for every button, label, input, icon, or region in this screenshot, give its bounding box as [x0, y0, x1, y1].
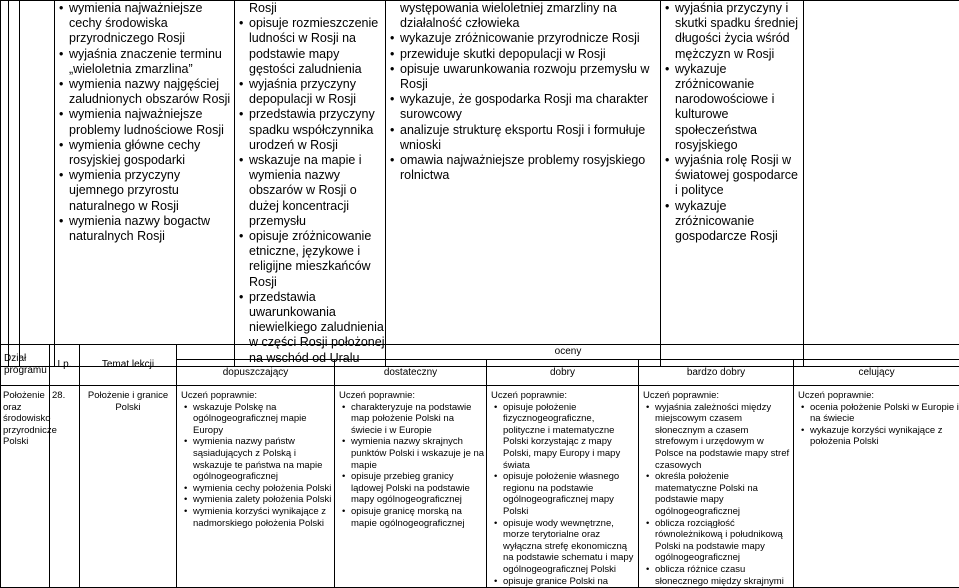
row-dobry-cell: [487, 386, 639, 588]
requirement-item: • wyjaśnia rolę Rosji w światowej gospodarce i polityce: [675, 153, 803, 199]
requirement-item: • wymienia nazwy najgęściej zaludnionych obszarów Rosji: [69, 77, 234, 107]
requirement-item: • wymienia nazwy państw sąsiadujących z Polską i wskazuje te państwa na mapie ogólnogeograficznej: [193, 436, 334, 482]
empty-cell: [1, 1, 9, 367]
uczen-label: Uczeń poprawnie:: [487, 390, 638, 402]
row-dzial: Położenie oraz środowisko przyrodnicze Polski: [1, 386, 50, 588]
requirements-list: [386, 31, 660, 183]
row-celujacy-cell: [794, 386, 959, 588]
requirement-item: • przedstawia uwarunkowania niewielkiego zaludnienia w części Rosji położonej na wschód od Uralu: [249, 290, 385, 366]
requirement-item: • oblicza różnice czasu słonecznego między skrajnymi: [655, 564, 793, 587]
requirement-item: • wymienia nazwy skrajnych punktów Polski i wskazuje je na mapie: [351, 436, 486, 471]
requirements-dostateczny-cell: [235, 1, 386, 367]
requirements-list: [639, 402, 793, 588]
header-grade: celujący: [794, 360, 959, 386]
requirement-item: • opisuje położenie fizycznogeograficzne, polityczne i matematyczne Polski korzystając z mapy Polski, mapy Europy i mapy świata: [503, 402, 638, 472]
requirement-item: • charakteryzuje na podstawie map położenie Polski na świecie i w Europie: [351, 402, 486, 437]
requirement-item: • oblicza rozciągłość równoleżnikową i południkową Polski na podstawie mapy ogólnogeograficznej: [655, 518, 793, 564]
requirement-item: • opisuje granice Polski na: [503, 576, 638, 588]
row-dopuszczajacy-cell: [177, 386, 335, 588]
header-grade: dostateczny: [335, 360, 487, 386]
requirement-item: • określa położenie matematyczne Polski na podstawie mapy ogólnogeograficznej: [655, 471, 793, 517]
requirement-item: • opisuje uwarunkowania rozwoju przemysłu w Rosji: [400, 62, 660, 92]
requirement-item: • wyjaśnia znaczenie terminu „wieloletnia zmarzlina”: [69, 47, 234, 77]
empty-cell: [9, 1, 20, 367]
requirement-item: • przewiduje skutki depopulacji w Rosji: [400, 47, 660, 62]
row-dostateczny-cell: [335, 386, 487, 588]
requirement-item: • wyjaśnia przyczyny depopulacji w Rosji: [249, 77, 385, 107]
requirement-item: • wykazuje zróżnicowanie narodowościowe i kulturowe społeczeństwa rosyjskiego: [675, 62, 803, 153]
grading-table: [0, 344, 959, 588]
requirement-item: • wyjaśnia zależności między miejscowym czasem słonecznym a czasem strefowym i urzędowym w Polsce na podstawie mapy stref czasowych: [655, 402, 793, 472]
requirements-list: [487, 402, 638, 588]
uczen-label: Uczeń poprawnie:: [177, 390, 334, 402]
uczen-label: Uczeń poprawnie:: [335, 390, 486, 402]
requirements-dopuszczajacy-cell: [55, 1, 235, 367]
row-temat: Położenie i granice Polski: [80, 386, 177, 588]
row-bardzo-dobry-cell: [639, 386, 794, 588]
requirement-item: • wykazuje zróżnicowanie przyrodnicze Rosji: [400, 31, 660, 46]
header-temat: Temat lekcji: [80, 345, 177, 386]
requirement-item: • wykazuje zróżnicowanie gospodarcze Rosji: [675, 199, 803, 245]
requirement-item: • wskazuje Polskę na ogólnogeograficznej mapie Europy: [193, 402, 334, 437]
requirement-item: • wymienia przyczyny ujemnego przyrostu naturalnego w Rosji: [69, 168, 234, 214]
uczen-label: Uczeń poprawnie:: [794, 390, 959, 402]
continued-text: Rosji: [235, 1, 385, 16]
requirement-item: • opisuje wody wewnętrzne, morze terytorialne oraz wyłączna strefę ekonomiczną na podstawie schematu i mapy ogólnogeograficznej Polski: [503, 518, 638, 576]
requirements-celujacy-cell: [804, 1, 959, 367]
row-lp: 28.: [50, 386, 80, 588]
requirement-item: • analizuje strukturę eksportu Rosji i formułuje wnioski: [400, 123, 660, 153]
requirement-item: • wykazuje, że gospodarka Rosji ma charakter surowcowy: [400, 92, 660, 122]
requirements-list: [335, 402, 486, 530]
requirement-item: • wymienia najważniejsze cechy środowiska przyrodniczego Rosji: [69, 1, 234, 47]
requirement-item: • wyjaśnia przyczyny i skutki spadku średniej długości życia wśród mężczyzn w Rosji: [675, 1, 803, 62]
header-oceny: oceny: [177, 345, 959, 360]
header-dzial: Dział programu: [1, 345, 50, 386]
header-grade: dobry: [487, 360, 639, 386]
requirement-item: • ocenia położenie Polski w Europie i na świecie: [810, 402, 959, 425]
requirements-list: [235, 16, 385, 366]
requirement-item: • wymienia nazwy bogactw naturalnych Rosji: [69, 214, 234, 244]
header-grade: dopuszczający: [177, 360, 335, 386]
requirements-dobry-cell: [386, 1, 661, 367]
requirement-item: • opisuje granicę morską na mapie ogólnogeograficznej: [351, 506, 486, 529]
requirement-item: • wskazuje na mapie i wymienia nazwy obszarów w Rosji o dużej koncentracji przemysłu: [249, 153, 385, 229]
requirement-item: • wymienia cechy położenia Polski: [193, 483, 334, 495]
requirement-item: • opisuje zróżnicowanie etniczne, językowe i religijne mieszkańców Rosji: [249, 229, 385, 290]
requirement-item: • wymienia główne cechy rosyjskiej gospodarki: [69, 138, 234, 168]
requirements-list: [661, 1, 803, 244]
requirements-list: [55, 1, 234, 244]
requirement-item: • opisuje rozmieszczenie ludności w Rosji na podstawie mapy gęstości zaludnienia: [249, 16, 385, 77]
requirement-item: • opisuje położenie własnego regionu na podstawie ogólnogeograficznej mapy Polski: [503, 471, 638, 517]
header-lp: Lp.: [50, 345, 80, 386]
continued-text: występowania wieloletniej zmarzliny na działalność człowieka: [386, 1, 660, 31]
requirement-item: • wykazuje korzyści wynikające z położenia Polski: [810, 425, 959, 448]
requirements-bardzo-dobry-cell: [661, 1, 804, 367]
requirement-item: • wymienia zalety położenia Polski: [193, 494, 334, 506]
requirements-list: [177, 402, 334, 530]
requirement-item: • opisuje przebieg granicy lądowej Polski na podstawie mapy ogólnogeograficznej: [351, 471, 486, 506]
requirement-item: • przedstawia przyczyny spadku współczynnika urodzeń w Rosji: [249, 107, 385, 153]
empty-cell: [20, 1, 55, 367]
uczen-label: Uczeń poprawnie:: [639, 390, 793, 402]
header-grade: bardzo dobry: [639, 360, 794, 386]
requirement-item: • wymienia korzyści wynikające z nadmorskiego położenia Polski: [193, 506, 334, 529]
requirement-item: • wymienia najważniejsze problemy ludnościowe Rosji: [69, 107, 234, 137]
requirements-list: [794, 402, 959, 448]
requirement-item: • omawia najważniejsze problemy rosyjskiego rolnictwa: [400, 153, 660, 183]
